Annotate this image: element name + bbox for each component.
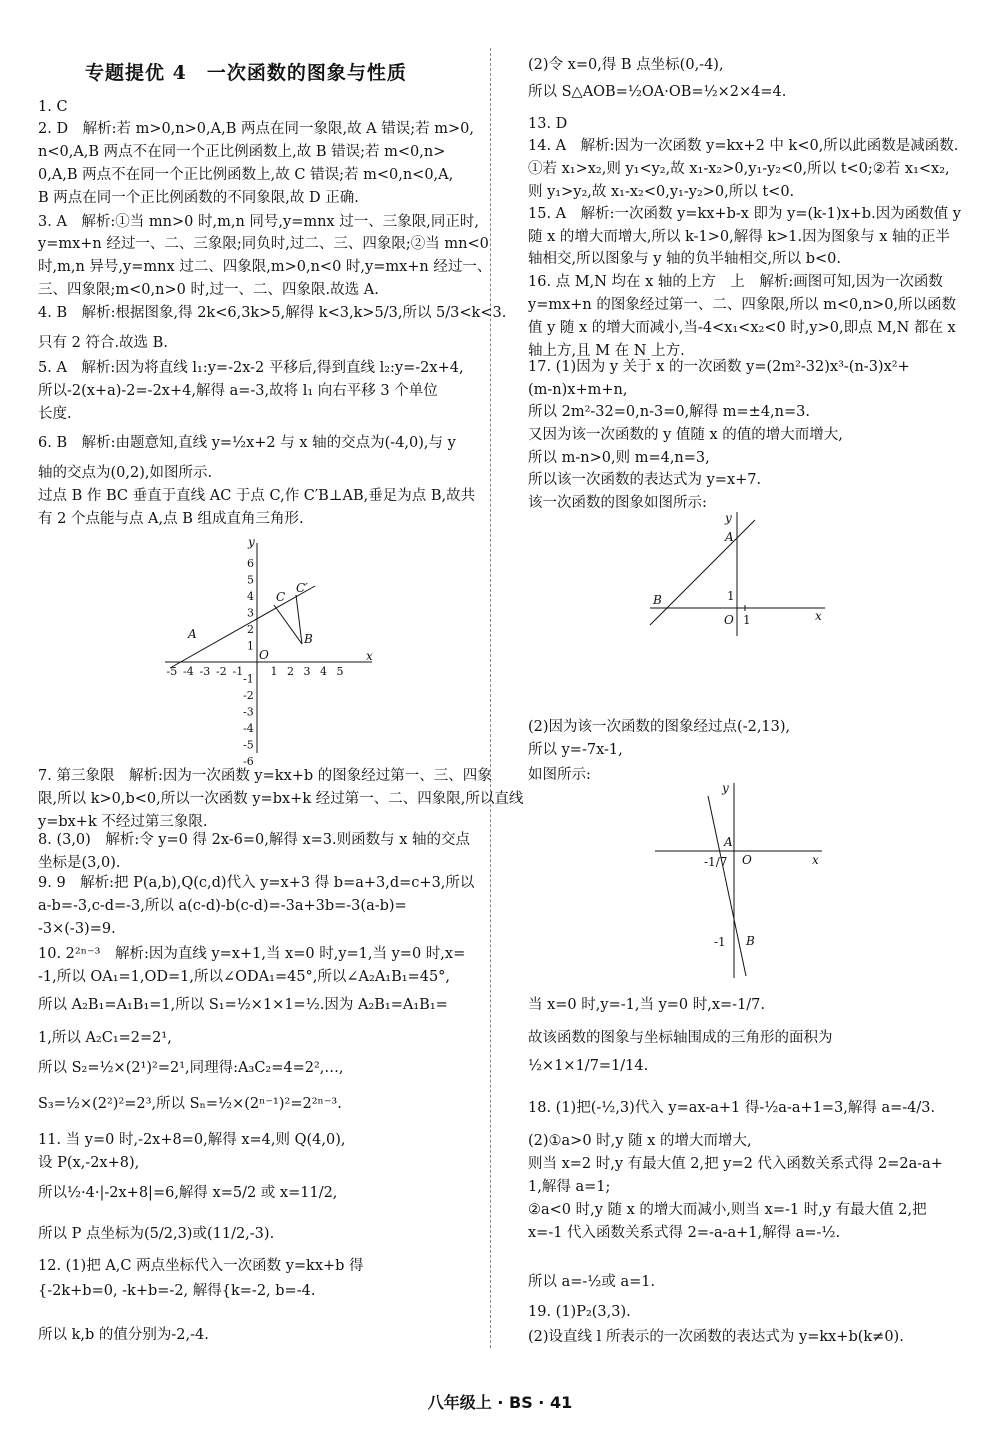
- text-line: ½×1×1/7=1/14.: [528, 1058, 649, 1074]
- text-line: 13. D: [528, 116, 568, 132]
- text-line: 11. 当 y=0 时,-2x+8=0,解得 x=4,则 Q(4,0),: [38, 1132, 346, 1148]
- text-line: 2. D 解析:若 m>0,n>0,A,B 两点在同一象限,故 A 错误;若 m>0,: [38, 121, 474, 137]
- text-line: 该一次函数的图象如图所示:: [528, 495, 707, 511]
- text-line: 0,A,B 两点不在同一个正比例函数上,故 C 错误;若 m<0,n<0,A,: [38, 167, 454, 183]
- text-line: {-2k+b=0, -k+b=-2, 解得{k=-2, b=-4.: [38, 1283, 316, 1299]
- label-x: x: [812, 853, 819, 867]
- text-line: 所以该一次函数的表达式为 y=x+7.: [528, 472, 762, 488]
- text-line: 3. A 解析:①当 mn>0 时,m,n 同号,y=mnx 过一、三象限,同正时,: [38, 214, 479, 230]
- text-line: n<0,A,B 两点不在同一个正比例函数上,故 B 错误;若 m<0,n>: [38, 144, 446, 160]
- label-O: O: [724, 613, 734, 627]
- x-tick-label: -3: [199, 665, 211, 678]
- text-line: 所以 m-n>0,则 m=4,n=3,: [528, 450, 710, 466]
- text-line: 8. (3,0) 解析:令 y=0 得 2x-6=0,解得 x=3.则函数与 x 轴的交点: [38, 832, 471, 848]
- text-line: 所以 y=-7x-1,: [528, 742, 623, 758]
- text-line: 1,解得 a=1;: [528, 1179, 611, 1195]
- text-line: 值 y 随 x 的增大而减小,当-4<x₁<x₂<0 时,y>0,即点 M,N 都在 x: [528, 320, 956, 336]
- label-B: B: [746, 934, 755, 948]
- label-O: O: [259, 648, 269, 662]
- label-x: x: [366, 649, 373, 663]
- text-line: 10. 2²ⁿ⁻³ 解析:因为直线 y=x+1,当 x=0 时,y=1,当 y=0 时,x=: [38, 946, 466, 962]
- page-footer: 八年级上 · BS · 41: [427, 1393, 573, 1412]
- text-line: 所以 S₂=½×(2¹)²=2¹,同理得:A₃C₂=4=2²,…,: [38, 1060, 344, 1076]
- figure-problem-17-b: [650, 778, 830, 983]
- text-line: 所以½·4·|-2x+8|=6,解得 x=5/2 或 x=11/2,: [38, 1185, 338, 1201]
- label-y: y: [722, 781, 729, 795]
- text-line: 设 P(x,-2x+8),: [38, 1155, 140, 1171]
- text-line: 随 x 的增大而增大,所以 k-1>0,解得 k>1.因为图象与 x 轴的正半: [528, 229, 951, 245]
- text-line: (m-n)x+m+n,: [528, 382, 628, 398]
- text-line: y=mx+n 经过一、二、三象限;同负时,过二、三、四象限;②当 mn<0: [38, 236, 489, 252]
- x-tick-label: -2: [216, 665, 227, 678]
- text-line: ②a<0 时,y 随 x 的增大而减小,则当 x=-1 时,y 有最大值 2,把: [528, 1202, 927, 1218]
- text-line: 当 x=0 时,y=-1,当 y=0 时,x=-1/7.: [528, 997, 766, 1013]
- text-line: (2)因为该一次函数的图象经过点(-2,13),: [528, 719, 791, 735]
- text-line: 所以 P 点坐标为(5/2,3)或(11/2,-3).: [38, 1226, 275, 1242]
- text-line: 有 2 个点能与点 A,点 B 组成直角三角形.: [38, 511, 304, 527]
- text-line: 16. 点 M,N 均在 x 轴的上方 上 解析:画图可知,因为一次函数: [528, 274, 943, 290]
- label-y: y: [248, 535, 255, 549]
- text-line: 则当 x=2 时,y 有最大值 2,把 y=2 代入函数关系式得 2=2a-a+: [528, 1156, 943, 1172]
- y-tick-label: -3: [243, 705, 254, 719]
- text-line: 所以 a=-½或 a=1.: [528, 1274, 656, 1290]
- x-tick-label: 3: [303, 665, 311, 678]
- text-line: 时,m,n 异号,y=mnx 过二、四象限,m>0,n<0 时,y=mx+n 经过一、: [38, 259, 492, 275]
- y-tick-label: -4: [243, 722, 254, 735]
- y-tick-label: 2: [247, 623, 254, 636]
- x-tick-label: -1: [232, 665, 244, 678]
- text-line: 1,所以 A₂C₁=2=2¹,: [38, 1030, 172, 1046]
- label-C: C: [276, 590, 286, 604]
- text-line: 所以 A₂B₁=A₁B₁=1,所以 S₁=½×1×1=½.因为 A₂B₁=A₁B₁=: [38, 997, 448, 1013]
- text-line: (2)①a>0 时,y 随 x 的增大而增大,: [528, 1133, 752, 1149]
- text-line: (2)令 x=0,得 B 点坐标(0,-4),: [528, 57, 724, 73]
- text-line: 坐标是(3,0).: [38, 855, 121, 871]
- y-tick-label: 1: [247, 639, 254, 653]
- text-line: y=bx+k 不经过第三象限.: [38, 814, 208, 830]
- x-tick-label: 5: [336, 665, 344, 678]
- text-line: -3×(-3)=9.: [38, 921, 116, 937]
- figure-problem-17-a: [645, 508, 835, 638]
- label-B: B: [653, 593, 662, 607]
- tick-y-minus-1: -1: [714, 935, 726, 949]
- text-line: 9. 9 解析:把 P(a,b),Q(c,d)代入 y=x+3 得 b=a+3,d=c+3,所以: [38, 875, 475, 891]
- label-y: y: [725, 511, 732, 525]
- figure-problem-6: [160, 535, 380, 768]
- label-O: O: [742, 853, 752, 867]
- x-tick-label: 1: [270, 665, 278, 678]
- text-line: 19. (1)P₂(3,3).: [528, 1304, 631, 1320]
- text-line: 12. (1)把 A,C 两点坐标代入一次函数 y=kx+b 得: [38, 1258, 364, 1274]
- y-tick-label: 6: [247, 557, 254, 570]
- tick-x-1: 1: [743, 613, 751, 627]
- x-tick-label: -5: [166, 665, 178, 678]
- text-line: 所以 2m²-32=0,n-3=0,解得 m=±4,n=3.: [528, 404, 810, 420]
- y-tick-label: -1: [243, 672, 254, 686]
- label-A: A: [725, 530, 734, 544]
- text-line: 17. (1)因为 y 关于 x 的一次函数 y=(2m²-32)x³-(n-3)x²+: [528, 359, 910, 375]
- text-line: 7. 第三象限 解析:因为一次函数 y=kx+b 的图象经过第一、三、四象: [38, 768, 492, 784]
- text-line: 4. B 解析:根据图象,得 2k<6,3k>5,解得 k<3,k>5/3,所以 5/3<k<3.: [38, 305, 507, 321]
- text-line: B 两点在同一个正比例函数的不同象限,故 D 正确.: [38, 190, 359, 206]
- text-line: -1,所以 OA₁=1,OD=1,所以∠ODA₁=45°,所以∠A₂A₁B₁=45°,: [38, 969, 451, 985]
- text-line: 14. A 解析:因为一次函数 y=kx+2 中 k<0,所以此函数是减函数.: [528, 138, 959, 154]
- y-tick-label: 4: [247, 590, 254, 603]
- text-line: 18. (1)把(-½,3)代入 y=ax-a+1 得-½a-a+1=3,解得 a=-4/3.: [528, 1100, 936, 1116]
- text-line: 三、四象限;m<0,n>0 时,过一、二、四象限.故选 A.: [38, 282, 379, 298]
- y-tick-label: -5: [243, 738, 254, 752]
- text-line: 只有 2 符合.故选 B.: [38, 335, 168, 351]
- text-line: 限,所以 k>0,b<0,所以一次函数 y=bx+k 经过第一、二、四象限,所以直线: [38, 791, 524, 807]
- text-line: 故该函数的图象与坐标轴围成的三角形的面积为: [528, 1030, 833, 1046]
- text-line: 轴的交点为(0,2),如图所示.: [38, 465, 213, 481]
- text-line: y=mx+n 的图象经过第一、二、四象限,所以 m<0,n>0,所以函数: [528, 297, 957, 313]
- text-line: 则 y₁>y₂,故 x₁-x₂<0,y₁-y₂>0,所以 t<0.: [528, 184, 795, 200]
- y-tick-label: -6: [243, 755, 254, 768]
- text-line: 15. A 解析:一次函数 y=kx+b-x 即为 y=(k-1)x+b.因为函数值 y: [528, 206, 961, 222]
- y-tick-label: 3: [247, 606, 254, 620]
- text-line: 1. C: [38, 99, 68, 115]
- text-line: S₃=½×(2²)²=2³,所以 Sₙ=½×(2ⁿ⁻¹)²=2²ⁿ⁻³.: [38, 1096, 342, 1112]
- text-line: x=-1 代入函数关系式得 2=-a-a+1,解得 a=-½.: [528, 1225, 841, 1241]
- tick-x-minus-one-seventh: -1/7: [704, 855, 728, 869]
- label-B: B: [304, 632, 313, 646]
- text-line: 所以-2(x+a)-2=-2x+4,解得 a=-3,故将 l₁ 向右平移 3 个单位: [38, 383, 438, 399]
- text-line: a-b=-3,c-d=-3,所以 a(c-d)-b(c-d)=-3a+3b=-3(a-b)=: [38, 898, 407, 914]
- column-divider: [490, 48, 491, 1348]
- text-line: 轴相交,所以图象与 y 轴的负半轴相交,所以 b<0.: [528, 251, 842, 267]
- text-line: 又因为该一次函数的 y 值随 x 的值的增大而增大,: [528, 427, 843, 443]
- text-line: (2)设直线 l 所表示的一次函数的表达式为 y=kx+b(k≠0).: [528, 1329, 904, 1345]
- text-line: 所以 S△AOB=½OA·OB=½×2×4=4.: [528, 84, 787, 100]
- y-tick-label: -2: [243, 689, 254, 702]
- text-line: 所以 k,b 的值分别为-2,-4.: [38, 1327, 209, 1343]
- page-title: 专题提优 4 一次函数的图象与性质: [85, 62, 407, 84]
- text-line: 如图所示:: [528, 767, 591, 783]
- label-A: A: [188, 627, 197, 641]
- text-line: 6. B 解析:由题意知,直线 y=½x+2 与 x 轴的交点为(-4,0),与 y: [38, 435, 456, 451]
- label-A: A: [724, 835, 733, 849]
- x-tick-label: -4: [183, 665, 194, 678]
- text-line: 5. A 解析:因为将直线 l₁:y=-2x-2 平移后,得到直线 l₂:y=-2x+4,: [38, 360, 464, 376]
- label-x: x: [815, 609, 822, 623]
- x-tick-label: 4: [320, 665, 327, 678]
- x-tick-label: 2: [287, 665, 294, 678]
- text-line: 过点 B 作 BC 垂直于直线 AC 于点 C,作 C′B⊥AB,垂足为点 B,故共: [38, 488, 476, 504]
- label-C-prime: C′: [296, 581, 308, 595]
- text-line: 轴上方,且 M 在 N 上方.: [528, 343, 685, 359]
- text-line: ①若 x₁>x₂,则 y₁<y₂,故 x₁-x₂>0,y₁-y₂<0,所以 t<0;②若 x₁<x₂,: [528, 161, 950, 177]
- y-tick-label: 5: [247, 573, 254, 587]
- tick-y-1: 1: [727, 589, 735, 603]
- text-line: 长度.: [38, 406, 72, 422]
